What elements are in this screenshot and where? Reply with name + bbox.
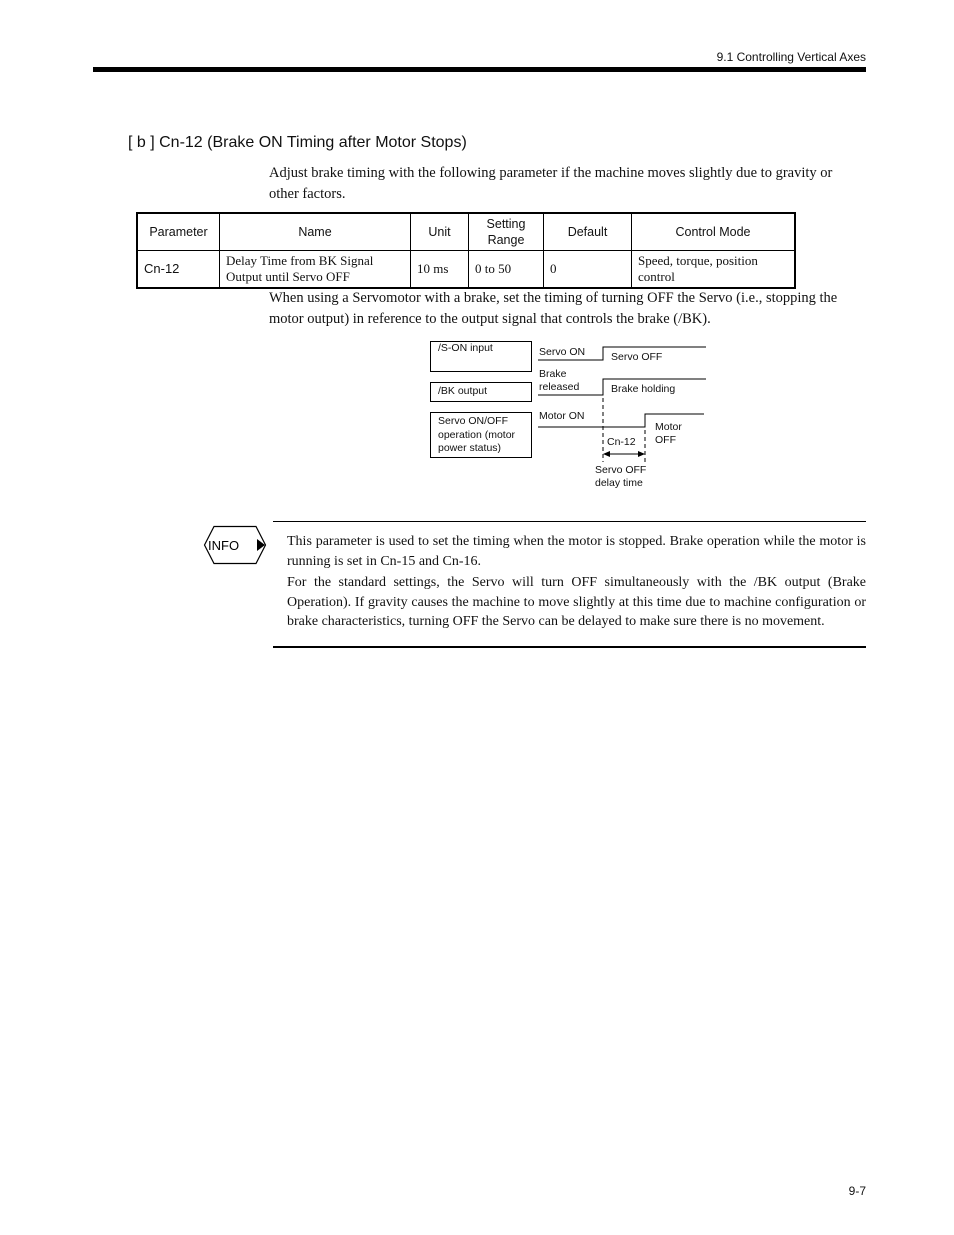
table-header-row <box>137 213 795 251</box>
parameter-table <box>136 212 796 289</box>
info-icon <box>203 525 269 565</box>
running-header: 9.1 Controlling Vertical Axes <box>716 50 866 64</box>
header-parameter: Parameter <box>137 213 220 251</box>
section-heading: [ b ] Cn-12 (Brake ON Timing after Motor Stops) <box>128 134 467 151</box>
op-label-2: operation (motor <box>438 429 516 441</box>
info-paragraph-2: For the standard settings, the Servo will turn OFF simultaneously with the /BK output (Brake Operation). If gravity causes the machine to move slightly at this time due to machine configuration or brake characteristics, turning OFF the Servo can be delayed to make sure there is no movement. <box>287 575 866 629</box>
cell-range: 0 to 50 <box>469 251 544 289</box>
info-badge-label: INFO <box>208 538 240 553</box>
servo-off-label: Servo OFF <box>611 351 663 363</box>
cell-parameter: Cn-12 <box>137 251 220 289</box>
cell-name: Delay Time from BK Signal Output until Servo OFF <box>220 251 411 289</box>
delay-label-1: Servo OFF <box>595 464 647 476</box>
op-label-3: power status) <box>438 442 502 454</box>
brake-released-label-1: Brake <box>539 368 567 380</box>
header-name: Name <box>220 213 411 251</box>
table-row <box>137 251 795 289</box>
brake-holding-label: Brake holding <box>611 383 676 395</box>
brake-timing-paragraph: When using a Servomotor with a brake, set the timing of turning OFF the Servo (i.e., stopping the motor output) in reference to the output signal that controls the brake (/BK). <box>269 290 838 327</box>
info-box <box>273 521 866 648</box>
motor-off-label-1: Motor <box>655 421 682 433</box>
cell-unit: 10 ms <box>411 251 469 289</box>
delay-arrow-left-head <box>603 451 610 457</box>
header-rule <box>93 67 866 72</box>
son-label: /S-ON input <box>438 342 493 354</box>
servo-on-label: Servo ON <box>539 346 586 358</box>
cell-default: 0 <box>544 251 632 289</box>
motor-off-label-2: OFF <box>655 434 676 446</box>
cn12-label: Cn-12 <box>607 436 636 448</box>
bk-label: /BK output <box>438 385 488 397</box>
op-label-1: Servo ON/OFF <box>438 415 509 427</box>
delay-label-2: delay time <box>595 477 643 489</box>
brake-released-label-2: released <box>539 381 580 393</box>
header-control-mode: Control Mode <box>632 213 796 251</box>
delay-arrow-right-head <box>638 451 645 457</box>
header-unit: Unit <box>411 213 469 251</box>
header-setting-range: Setting Range <box>469 213 544 251</box>
timing-diagram <box>425 338 715 498</box>
header-default: Default <box>544 213 632 251</box>
cell-control-mode: Speed, torque, position control <box>632 251 796 289</box>
motor-on-label: Motor ON <box>539 410 585 422</box>
info-paragraph-1: This parameter is used to set the timing when the motor is stopped. Brake operation while the motor is running is set in Cn-15 and Cn-16. <box>287 534 866 569</box>
page-number: 9-7 <box>848 1184 866 1198</box>
intro-paragraph: Adjust brake timing with the following parameter if the machine moves slightly due to gravity or other factors. <box>269 165 833 202</box>
